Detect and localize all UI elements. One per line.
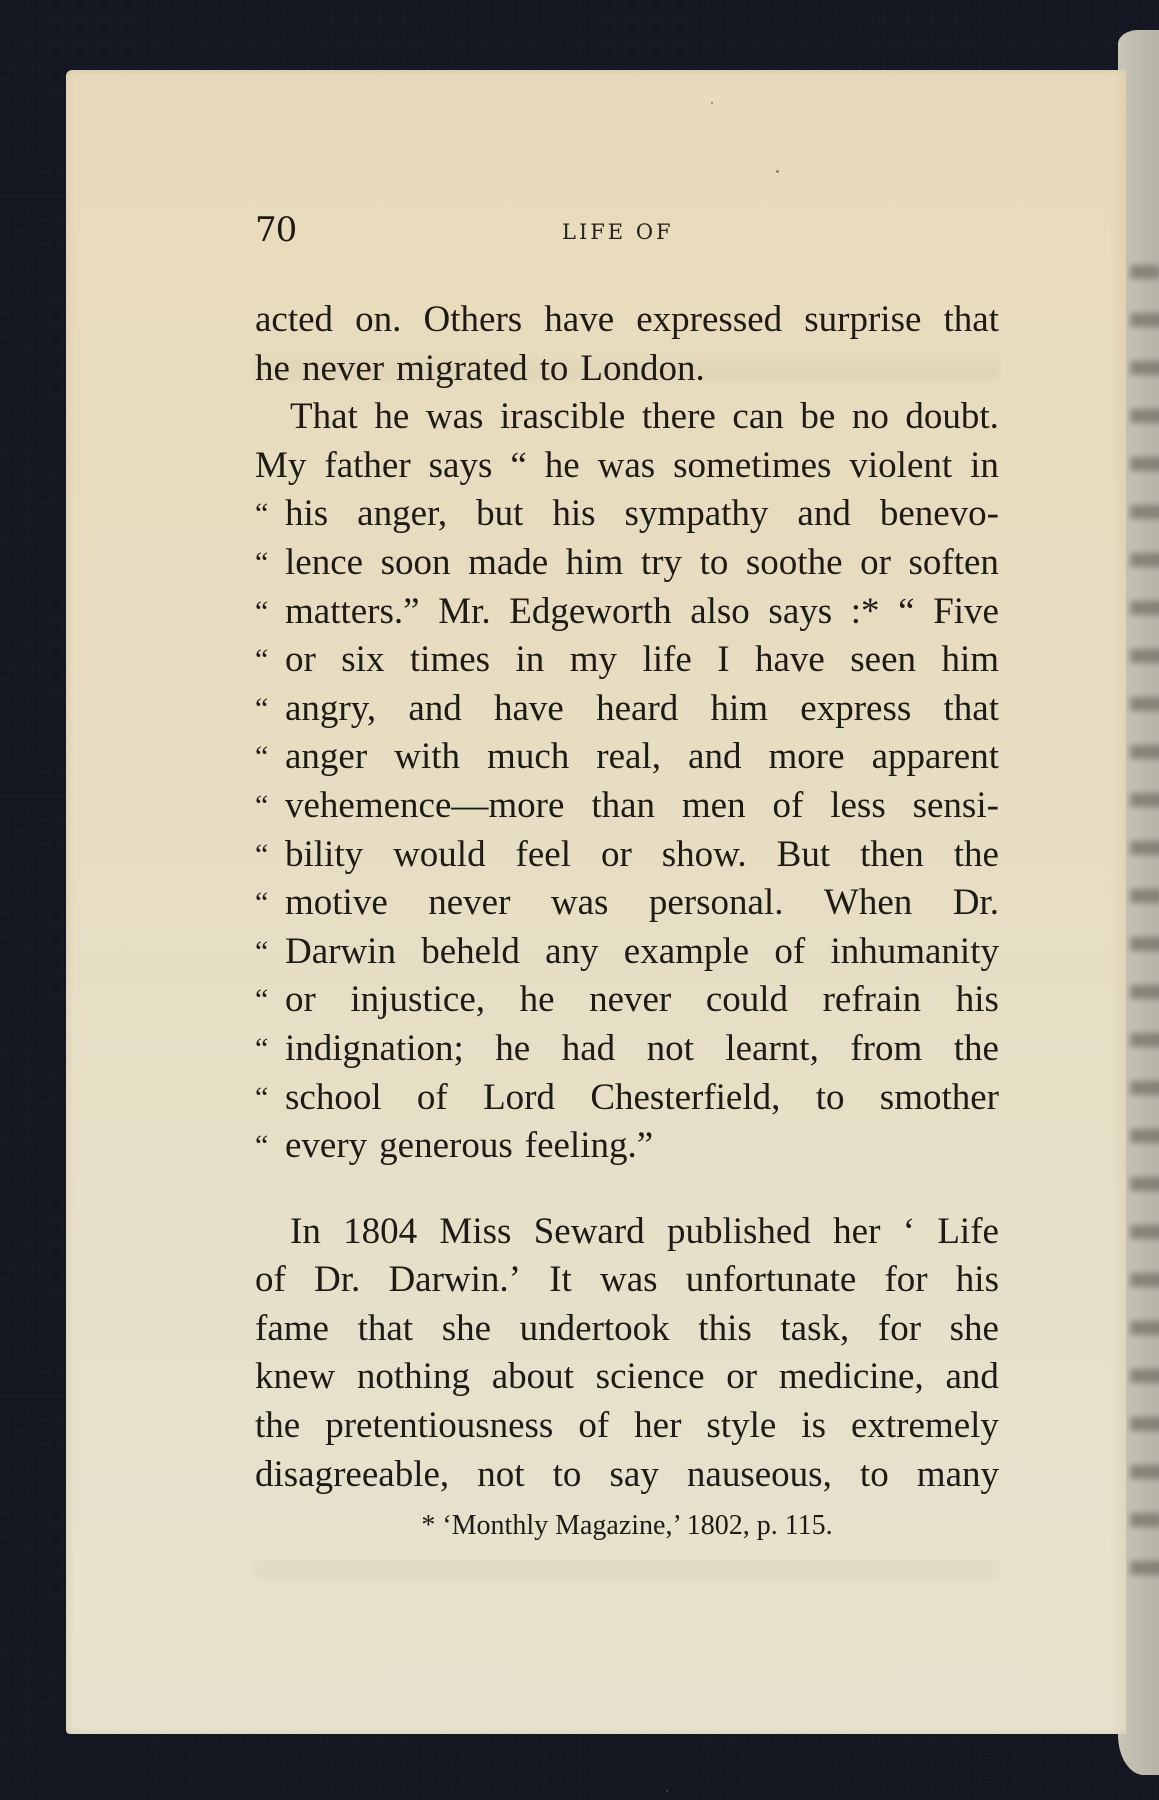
word: Five	[933, 590, 999, 632]
word: the	[953, 1027, 999, 1069]
word: violent	[849, 444, 953, 486]
word: would	[393, 833, 486, 875]
text-line	[255, 1208, 999, 1257]
adjacent-page-ghost-text	[1130, 1417, 1159, 1431]
word: from	[850, 1027, 923, 1069]
paper-speck	[776, 170, 779, 173]
text-line	[255, 1025, 999, 1074]
word: My	[255, 444, 307, 486]
word: pretentiousness	[325, 1405, 554, 1447]
word: published	[666, 1210, 811, 1252]
adjacent-page-ghost-text	[1130, 793, 1159, 807]
word: to	[815, 1076, 845, 1118]
word: with	[394, 736, 460, 778]
word: nauseous,	[686, 1453, 832, 1495]
word: than	[591, 784, 656, 826]
word: or	[726, 1356, 758, 1398]
word: personal.	[648, 882, 784, 924]
word: express	[800, 687, 912, 729]
adjacent-page-ghost-text	[1130, 505, 1159, 519]
word: of	[255, 1259, 286, 1301]
word: 1804	[343, 1210, 418, 1252]
word: Chesterfield,	[590, 1076, 781, 1118]
word: learnt,	[725, 1027, 819, 1069]
word: Lord	[483, 1076, 555, 1118]
word: not	[477, 1453, 525, 1495]
word: that	[943, 687, 999, 729]
adjacent-page-ghost-text	[1130, 1561, 1159, 1575]
word: soon	[380, 541, 451, 583]
word: says	[768, 590, 833, 632]
word: In	[290, 1210, 321, 1252]
word: life	[642, 639, 692, 681]
word: unfortunate	[685, 1259, 857, 1301]
word: his	[955, 979, 999, 1021]
show-through-text	[255, 1560, 999, 1580]
paragraph-gap	[255, 1171, 999, 1208]
word: expressed	[636, 299, 783, 340]
adjacent-page-ghost-text	[1130, 937, 1159, 951]
word: of	[416, 1076, 448, 1118]
quote-mark: “	[255, 691, 269, 725]
text-line	[255, 831, 999, 880]
word: benevo-	[879, 493, 999, 535]
quote-mark: “	[255, 1129, 269, 1163]
word: When	[823, 882, 913, 924]
text-line	[255, 1451, 999, 1500]
word: :*	[850, 590, 880, 632]
quote-mark: “	[255, 740, 269, 774]
word: have	[544, 299, 615, 340]
word: smother	[879, 1076, 999, 1118]
word: says	[428, 444, 493, 486]
word: to	[552, 1453, 582, 1495]
text-line	[255, 442, 999, 491]
paper-speck	[666, 1790, 668, 1792]
word: for	[884, 1259, 928, 1301]
word: have	[494, 687, 564, 729]
word: every	[285, 1125, 368, 1167]
paragraph	[255, 296, 999, 393]
quote-mark: “	[255, 837, 269, 871]
word: apparent	[871, 736, 999, 778]
word: made	[468, 541, 549, 583]
word: soften	[908, 541, 999, 583]
word: he	[374, 396, 410, 438]
word: she	[949, 1307, 999, 1349]
word: never	[428, 882, 511, 924]
word: show.	[661, 833, 747, 875]
word: disagreeable,	[255, 1453, 450, 1495]
word: migrated	[396, 347, 528, 389]
word: to	[699, 541, 729, 583]
footnote: * ‘Monthly Magazine,’ 1802, p. 115.	[421, 1510, 833, 1541]
adjacent-page-ghost-text	[1130, 745, 1159, 759]
word: feel	[515, 833, 571, 875]
adjacent-page-ghost-text	[1130, 985, 1159, 999]
running-head: LIFE OF	[562, 220, 674, 244]
word: nothing	[356, 1356, 470, 1398]
adjacent-page-ghost-text	[1130, 1321, 1159, 1335]
word: style	[706, 1405, 777, 1447]
word: more	[768, 736, 845, 778]
word: or	[285, 979, 316, 1021]
text-line	[255, 393, 999, 442]
quote-mark: “	[255, 643, 269, 677]
word: indignation;	[285, 1027, 464, 1069]
word: seen	[850, 639, 916, 681]
word: many	[916, 1453, 999, 1495]
word: could	[705, 979, 789, 1021]
text-line	[255, 782, 999, 831]
adjacent-page-ghost-text	[1130, 601, 1159, 615]
word: to	[539, 347, 569, 389]
word: “	[510, 444, 527, 486]
word: soothe	[745, 541, 843, 583]
word: science	[595, 1356, 705, 1398]
word: real,	[596, 736, 661, 778]
quote-mark: “	[255, 983, 269, 1017]
quote-mark: “	[255, 1080, 269, 1114]
word: bility	[285, 833, 364, 875]
text-line	[255, 296, 999, 345]
word: was	[599, 1259, 658, 1301]
word: six	[341, 639, 385, 681]
adjacent-page-ghost-text	[1130, 1033, 1159, 1047]
paper-speck	[711, 102, 713, 104]
word: I	[717, 639, 730, 681]
word: generous	[379, 1125, 513, 1167]
word: then	[860, 833, 924, 875]
word: no	[851, 396, 889, 438]
paragraph	[255, 393, 999, 1171]
word: that	[943, 299, 999, 340]
adjacent-page-ghost-text	[1130, 649, 1159, 663]
text-line	[255, 685, 999, 734]
text-line	[255, 976, 999, 1025]
word: men	[681, 784, 746, 826]
adjacent-page-ghost-text	[1130, 1177, 1159, 1191]
word: his	[552, 493, 596, 535]
word: London.	[580, 347, 705, 389]
word: vehemence—more	[285, 784, 565, 826]
word: refrain	[822, 979, 922, 1021]
word: can	[732, 396, 784, 438]
word: him	[941, 639, 999, 681]
adjacent-page-ghost-text	[1130, 361, 1159, 375]
word: and	[797, 493, 851, 535]
word: heard	[596, 687, 679, 729]
word: Others	[423, 299, 523, 340]
quote-mark: “	[255, 545, 269, 579]
quote-mark: “	[255, 594, 269, 628]
word: and	[688, 736, 742, 778]
word: extremely	[850, 1405, 999, 1447]
word: to	[859, 1453, 889, 1495]
word: ‘	[902, 1210, 916, 1252]
word: anger,	[357, 493, 448, 535]
word: Dr.	[952, 882, 999, 924]
word: angry,	[285, 687, 377, 729]
word: on.	[355, 299, 402, 340]
text-line	[255, 733, 999, 782]
word: anger	[285, 736, 368, 778]
word: That	[290, 396, 358, 438]
word: try	[640, 541, 682, 583]
word: not	[646, 1027, 694, 1069]
word: him	[565, 541, 624, 583]
word: say	[609, 1453, 659, 1495]
word: also	[690, 590, 750, 632]
word: for	[877, 1307, 922, 1349]
text-line	[255, 539, 999, 588]
text-line	[255, 1402, 999, 1451]
word: lence	[285, 541, 364, 583]
quote-mark: “	[255, 788, 269, 822]
word: It	[549, 1259, 572, 1301]
word: father	[324, 444, 411, 486]
word: sympathy	[624, 493, 769, 535]
word: doubt.	[905, 396, 999, 438]
word: injustice,	[350, 979, 486, 1021]
word: inhumanity	[830, 930, 999, 972]
adjacent-page-ghost-text	[1130, 889, 1159, 903]
word: about	[491, 1356, 574, 1398]
text-line	[255, 1122, 999, 1171]
word: matters.”	[285, 590, 420, 632]
adjacent-page-ghost-text	[1130, 553, 1159, 567]
text-line	[255, 1074, 999, 1123]
word: and	[945, 1356, 999, 1398]
word: or	[860, 541, 891, 583]
text-line	[255, 928, 999, 977]
adjacent-page-ghost-text	[1130, 1081, 1159, 1095]
word: there	[641, 396, 716, 438]
word: medicine,	[778, 1356, 924, 1398]
word: undertook	[519, 1307, 670, 1349]
word: and	[408, 687, 462, 729]
word: sometimes	[673, 444, 832, 486]
word: Seward	[533, 1210, 645, 1252]
page-number: 70	[255, 210, 297, 250]
word: she	[441, 1307, 492, 1349]
word: him	[710, 687, 769, 729]
word: was	[597, 444, 656, 486]
word: but	[476, 493, 524, 535]
word: this	[698, 1307, 752, 1349]
word: Life	[937, 1210, 999, 1252]
word: be	[800, 396, 836, 438]
word: he	[495, 1027, 531, 1069]
adjacent-page-ghost-text	[1130, 1129, 1159, 1143]
text-line	[255, 588, 999, 637]
word: Dr.	[314, 1259, 361, 1301]
adjacent-page-ghost-text	[1130, 1369, 1159, 1383]
word: never	[301, 347, 385, 389]
word: motive	[285, 882, 388, 924]
word: of	[578, 1405, 610, 1447]
word: or	[285, 639, 316, 681]
word: Darwin	[285, 930, 396, 972]
adjacent-page-ghost-text	[1130, 457, 1159, 471]
paragraph	[255, 1208, 999, 1500]
adjacent-page-ghost-text	[1130, 265, 1159, 279]
word: his	[955, 1259, 999, 1301]
word: fame	[255, 1307, 329, 1349]
adjacent-page-ghost-text	[1130, 1513, 1159, 1527]
word: knew	[255, 1356, 336, 1398]
word: or	[600, 833, 632, 875]
word: have	[754, 639, 825, 681]
word: Miss	[439, 1210, 512, 1252]
word: But	[776, 833, 831, 875]
adjacent-page-ghost-text	[1130, 697, 1159, 711]
quote-mark: “	[255, 1031, 269, 1065]
adjacent-page-ghost-text	[1130, 1465, 1159, 1479]
word: her	[833, 1210, 881, 1252]
word: he	[255, 347, 290, 389]
word: in	[515, 639, 545, 681]
text-line	[255, 636, 999, 685]
word: that	[357, 1307, 414, 1349]
word: task,	[780, 1307, 850, 1349]
word: irascible	[499, 396, 626, 438]
adjacent-page-ghost-text	[1130, 313, 1159, 327]
word: surprise	[804, 299, 922, 340]
book-page	[66, 70, 1126, 1734]
word: had	[561, 1027, 616, 1069]
quote-mark: “	[255, 934, 269, 968]
word: Darwin.’	[388, 1259, 521, 1301]
word: much	[487, 736, 570, 778]
adjacent-page-ghost-text	[1130, 1225, 1159, 1239]
word: he	[519, 979, 555, 1021]
text-line	[255, 1256, 999, 1305]
word: in	[970, 444, 999, 486]
word: acted	[255, 299, 334, 340]
text-line	[255, 879, 999, 928]
word: feeling.”	[524, 1125, 654, 1167]
word: her	[634, 1405, 682, 1447]
word: of	[774, 930, 806, 972]
adjacent-page-ghost-text	[1130, 841, 1159, 855]
word: sensi-	[912, 784, 999, 826]
word: was	[550, 882, 609, 924]
word: the	[255, 1405, 301, 1447]
word: any	[545, 930, 599, 972]
adjacent-page-ghost-text	[1130, 409, 1159, 423]
adjacent-page-ghost-text	[1130, 1273, 1159, 1287]
quote-mark: “	[255, 886, 269, 920]
word: Mr.	[438, 590, 491, 632]
quote-mark: “	[255, 497, 269, 531]
body-text	[255, 296, 999, 1499]
text-line	[255, 345, 999, 394]
word: his	[285, 493, 329, 535]
word: is	[801, 1405, 826, 1447]
word: beheld	[421, 930, 520, 972]
word: never	[589, 979, 672, 1021]
word: “	[898, 590, 915, 632]
word: school	[285, 1076, 382, 1118]
word: he	[544, 444, 580, 486]
word: was	[425, 396, 484, 438]
word: times	[409, 639, 491, 681]
word: the	[953, 833, 999, 875]
text-line	[255, 490, 999, 539]
word: example	[623, 930, 750, 972]
text-line	[255, 1353, 999, 1402]
word: of	[772, 784, 804, 826]
word: Edgeworth	[509, 590, 672, 632]
word: less	[830, 784, 886, 826]
word: my	[569, 639, 617, 681]
text-line	[255, 1305, 999, 1354]
